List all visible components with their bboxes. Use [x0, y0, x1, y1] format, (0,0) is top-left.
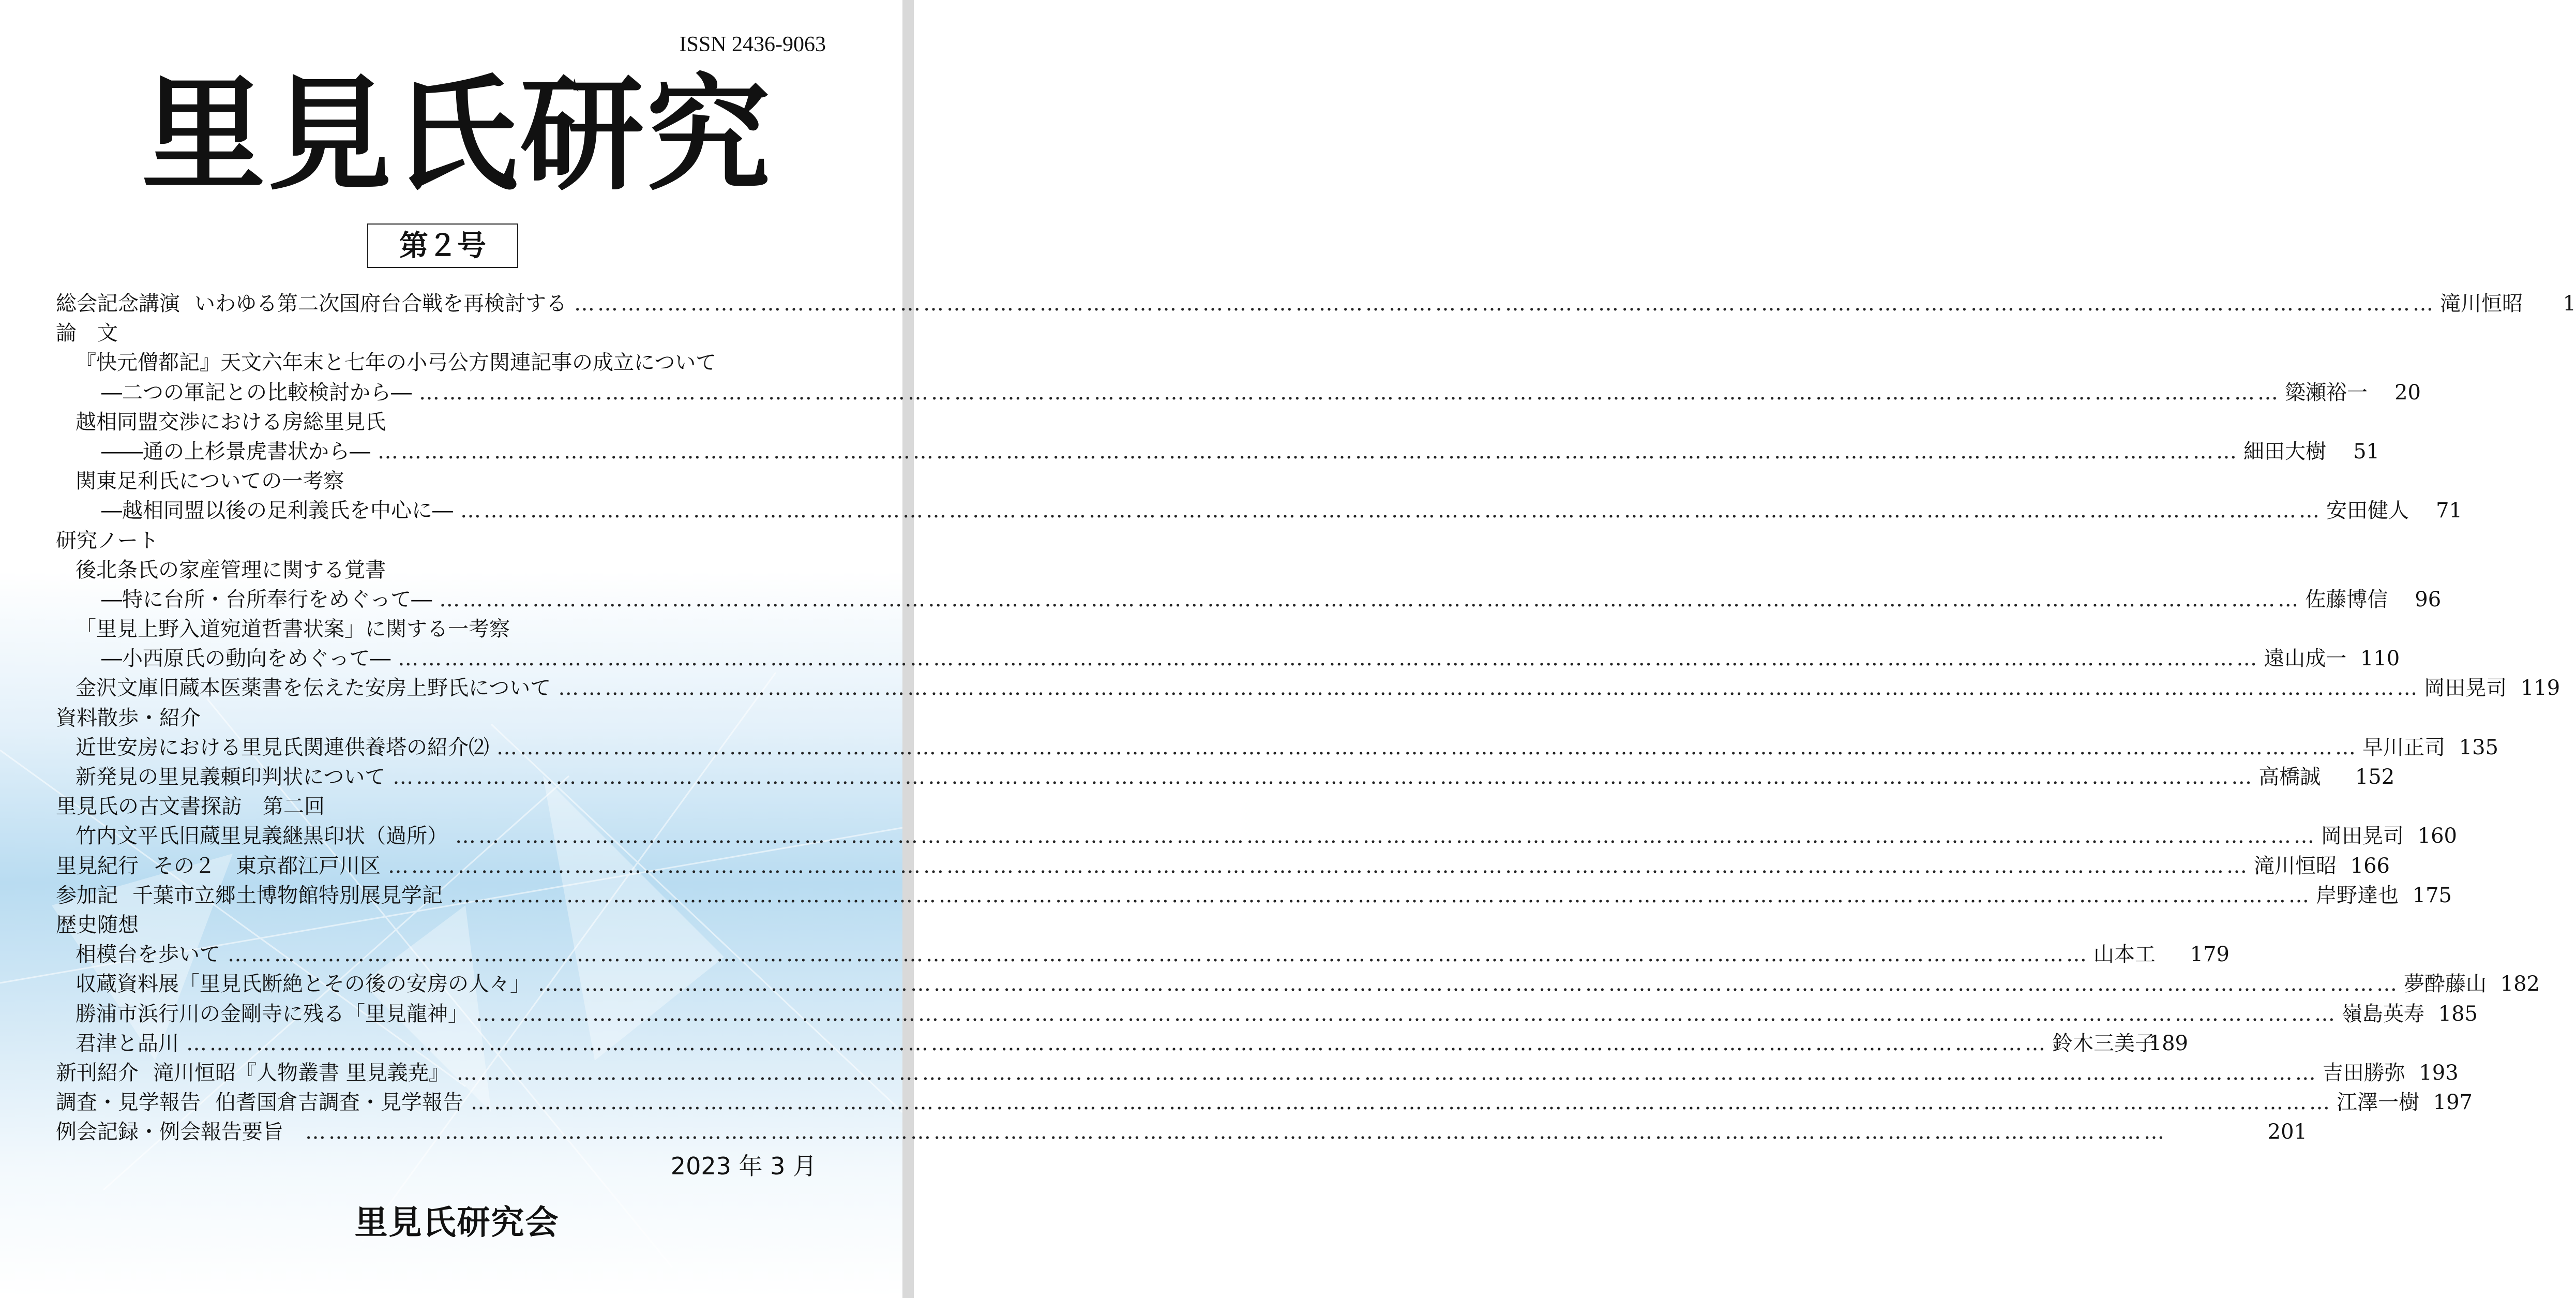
toc-heading-text: 歴史随想	[56, 913, 139, 937]
toc-title: ――通の上杉景虎書状から―	[101, 439, 370, 464]
toc-page-number: 51	[2353, 439, 2379, 464]
toc-author: 高橋誠	[2258, 765, 2321, 789]
toc-entry	[56, 731, 2498, 760]
toc-author: 岸野達也	[2316, 883, 2399, 907]
issn-number: ISSN 2436-9063	[679, 33, 826, 56]
toc-leader-dots: ……………………………………………………………………………………………………………………………………………………………………………………………………………………	[305, 1120, 2167, 1144]
toc-leader-dots: ……………………………………………………………………………………………………………………………………………………………………………………………………………………	[388, 854, 2250, 878]
toc-leader-dots: ……………………………………………………………………………………………………………………………………………………………………………………………………………………	[476, 1002, 2338, 1026]
toc-entry	[56, 583, 2442, 613]
toc-leader-dots: ……………………………………………………………………………………………………………………………………………………………………………………………………………………	[398, 647, 2260, 671]
toc-entry	[56, 1027, 2188, 1056]
toc-entry	[56, 1086, 2473, 1115]
toc-entry	[56, 938, 2229, 967]
toc-page-number: 160	[2417, 824, 2457, 848]
toc-page-number: 166	[2350, 854, 2390, 878]
toc-heading-text: 里見氏の古文書探訪 第二回	[56, 795, 325, 819]
toc-leader-dots: ……………………………………………………………………………………………………………………………………………………………………………………………………………………	[574, 292, 2436, 316]
toc-author: 滝川恒昭	[2254, 854, 2337, 878]
publisher-name: 里見氏研究会	[354, 1203, 560, 1242]
toc-entry	[56, 879, 2452, 908]
publication-date: 2023 年 3 月	[670, 1152, 817, 1180]
toc-author: 嶺島英寿	[2342, 1002, 2424, 1026]
toc-entry	[56, 997, 2478, 1027]
toc-title: ―小西原氏の動向をめぐって―	[101, 647, 391, 671]
toc-title: 後北条氏の家産管理に関する覚書	[76, 558, 386, 582]
toc-leader-dots: ……………………………………………………………………………………………………………………………………………………………………………………………………………………	[496, 735, 2358, 759]
toc-page-number: 193	[2419, 1061, 2459, 1085]
toc-author: 安田健人	[2326, 499, 2409, 523]
toc-title: 滝川恒昭『人物叢書 里見義尭』	[153, 1061, 449, 1085]
toc-category: 新刊紹介	[56, 1061, 139, 1085]
toc-section-heading	[56, 702, 821, 731]
toc-entry	[56, 1115, 2307, 1145]
toc-leader-dots: ……………………………………………………………………………………………………………………………………………………………………………………………………………………	[455, 824, 2317, 848]
toc-entry	[56, 406, 821, 435]
toc-entry	[56, 376, 2421, 406]
toc-section-heading	[56, 317, 821, 346]
toc-heading-text: 論 文	[56, 321, 118, 346]
toc-leader-dots: ……………………………………………………………………………………………………………………………………………………………………………………………………………………	[378, 439, 2239, 464]
toc-page-number: 119	[2520, 676, 2560, 700]
toc-title: 新発見の里見義頼印判状について	[76, 765, 386, 789]
toc-entry	[56, 494, 2462, 524]
toc-entry	[56, 613, 821, 642]
journal-title: 里見氏研究	[141, 62, 773, 207]
toc-title: その２ 東京都江戸川区	[153, 854, 381, 878]
toc-entry	[56, 967, 2540, 997]
toc-author: 滝川恒昭	[2440, 292, 2523, 316]
toc-category: 参加記	[56, 883, 118, 907]
toc-leader-dots: ……………………………………………………………………………………………………………………………………………………………………………………………………………………	[558, 676, 2420, 700]
toc-heading-text: 資料散歩・紹介	[56, 706, 201, 730]
toc-page-number: 185	[2438, 1002, 2478, 1026]
toc-author: 佐藤博信	[2305, 587, 2388, 611]
toc-page-number: 179	[2190, 943, 2229, 967]
toc-category: 例会記録・例会報告要旨	[56, 1120, 283, 1144]
toc-author: 早川正司	[2362, 735, 2445, 759]
toc-page-number: 175	[2412, 883, 2452, 907]
toc-author: 細田大樹	[2243, 439, 2326, 464]
toc-title: 『快元僧都記』天文六年末と七年の小弓公方関連記事の成立について	[76, 351, 717, 375]
toc-title: 君津と品川	[76, 1031, 179, 1055]
toc-author: 岡田晃司	[2321, 824, 2404, 848]
toc-title: ―二つの軍記との比較検討から―	[101, 380, 412, 405]
toc-leader-dots: ……………………………………………………………………………………………………………………………………………………………………………………………………………………	[439, 587, 2301, 611]
issue-number-box: 第２号	[367, 223, 518, 268]
toc-category: 総会記念講演	[56, 292, 180, 316]
toc-author: 鈴木三美子	[2052, 1031, 2156, 1055]
toc-leader-dots: ……………………………………………………………………………………………………………………………………………………………………………………………………………………	[419, 380, 2281, 405]
toc-page-number: 96	[2415, 587, 2442, 611]
toc-title: いわゆる第二次国府台合戦を再検討する	[194, 292, 567, 316]
toc-entry	[56, 849, 2390, 879]
toc-title: 近世安房における里見氏関連供養塔の紹介⑵	[76, 735, 489, 759]
toc-leader-dots: ……………………………………………………………………………………………………………………………………………………………………………………………………………………	[450, 883, 2312, 907]
toc-author: 岡田晃司	[2424, 676, 2507, 700]
toc-entry	[56, 642, 2400, 672]
toc-page-number: 20	[2394, 380, 2421, 405]
toc-author: 簗瀬裕一	[2285, 380, 2368, 405]
toc-leader-dots: ……………………………………………………………………………………………………………………………………………………………………………………………………………………	[456, 1061, 2318, 1085]
toc-title: 勝浦市浜行川の金剛寺に残る「里見龍神」	[76, 1002, 469, 1026]
toc-title: 収蔵資料展「里見氏断絶とその後の安房の人々」	[76, 972, 531, 996]
toc-title: 千葉市立郷土博物館特別展見学記	[132, 883, 443, 907]
toc-entry	[56, 672, 2560, 701]
toc-entry	[56, 819, 2457, 849]
toc-entry	[56, 346, 821, 376]
toc-entry	[56, 287, 2576, 317]
toc-entry	[56, 554, 821, 583]
toc-leader-dots: ……………………………………………………………………………………………………………………………………………………………………………………………………………………	[186, 1031, 2048, 1055]
toc-title: 「里見上野入道宛道哲書状案」に関する一考察	[76, 617, 510, 641]
toc-section-heading	[56, 524, 821, 554]
toc-page-number: 135	[2459, 735, 2498, 759]
toc-author: 山本工	[2093, 943, 2156, 967]
toc-category: 里見紀行	[56, 854, 139, 878]
toc-author: 吉田勝弥	[2322, 1061, 2405, 1085]
toc-title: 伯耆国倉吉調査・見学報告	[215, 1091, 463, 1115]
toc-author: 江澤一樹	[2337, 1091, 2419, 1115]
toc-section-heading	[56, 908, 821, 938]
toc-title: 竹内文平氏旧蔵里見義継黒印状（過所）	[76, 824, 448, 848]
toc-entry	[56, 465, 821, 494]
toc-leader-dots: ……………………………………………………………………………………………………………………………………………………………………………………………………………………	[460, 499, 2322, 523]
toc-page-number: 152	[2355, 765, 2395, 789]
toc-leader-dots: ……………………………………………………………………………………………………………………………………………………………………………………………………………………	[393, 765, 2255, 789]
toc-page-number: 182	[2500, 972, 2540, 996]
toc-leader-dots: ……………………………………………………………………………………………………………………………………………………………………………………………………………………	[471, 1091, 2332, 1115]
toc-author: 遠山成一	[2264, 647, 2347, 671]
toc-page-number: 110	[2360, 647, 2400, 671]
toc-title: ―特に台所・台所奉行をめぐって―	[101, 587, 432, 611]
toc-title: 越相同盟交渉における房総里見氏	[76, 410, 386, 434]
toc-page-number: 197	[2433, 1091, 2473, 1115]
toc-author: 夢酔藤山	[2404, 972, 2487, 996]
toc-section-heading	[56, 790, 821, 819]
toc-heading-text: 研究ノート	[56, 528, 159, 553]
toc-title: 関東足利氏についての一考察	[76, 469, 344, 494]
toc-page-number: 1	[2563, 292, 2576, 316]
toc-entry	[56, 760, 2395, 790]
toc-title: 相模台を歩いて	[76, 943, 220, 967]
toc-leader-dots: ……………………………………………………………………………………………………………………………………………………………………………………………………………………	[228, 943, 2089, 967]
toc-category: 調査・見学報告	[56, 1091, 201, 1115]
toc-leader-dots: ……………………………………………………………………………………………………………………………………………………………………………………………………………………	[538, 972, 2400, 996]
toc-entry	[56, 435, 2379, 465]
toc-page-number: 71	[2436, 499, 2462, 523]
toc-page-number: 189	[2148, 1031, 2188, 1055]
toc-title: 金沢文庫旧蔵本医薬書を伝えた安房上野氏について	[76, 676, 551, 700]
toc-title: ―越相同盟以後の足利義氏を中心に―	[101, 499, 453, 523]
toc-entry	[56, 1056, 2459, 1086]
toc-page-number: 201	[2267, 1120, 2307, 1144]
table-of-contents	[56, 287, 2576, 1145]
